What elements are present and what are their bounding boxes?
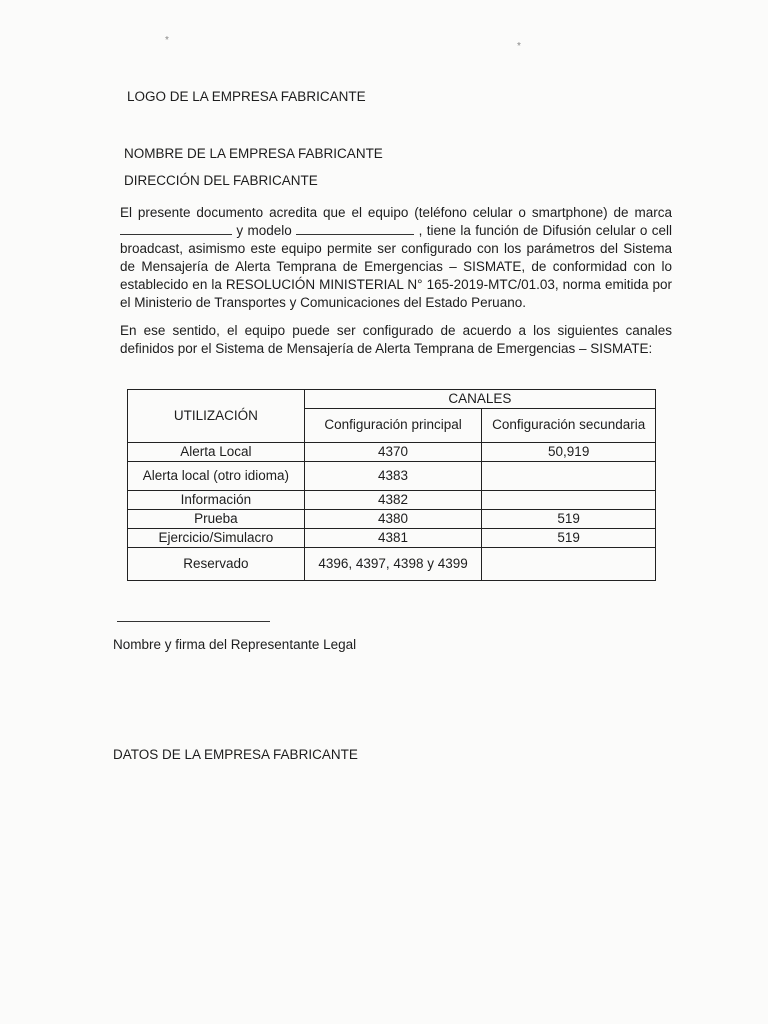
scan-speck: *: [165, 35, 169, 46]
cell-uso: Alerta Local: [128, 443, 305, 462]
signature-label: Nombre y firma del Representante Legal: [113, 637, 357, 652]
cell-uso: Alerta local (otro idioma): [128, 462, 305, 491]
table-row: [128, 529, 656, 548]
cell-secundaria: 50,919: [482, 443, 656, 462]
table-row: [128, 462, 656, 491]
signature-line: [117, 621, 270, 622]
paragraph-text: El presente documento acredita que el equipo (teléfono celular o smartphone) de marca: [120, 205, 672, 220]
manufacturer-address: DIRECCIÓN DEL FABRICANTE: [124, 173, 318, 188]
table-row: [128, 510, 656, 529]
company-name: NOMBRE DE LA EMPRESA FABRICANTE: [124, 146, 383, 161]
header-config-secundaria: Configuración secundaria: [482, 408, 656, 442]
table-row: [128, 443, 656, 462]
cell-secundaria: [482, 548, 656, 581]
cell-principal: 4381: [304, 529, 482, 548]
brand-blank: [120, 222, 232, 235]
channels-table: [127, 389, 656, 581]
company-data-heading: DATOS DE LA EMPRESA FABRICANTE: [113, 747, 358, 762]
cell-principal: 4380: [304, 510, 482, 529]
cell-principal: 4382: [304, 491, 482, 510]
cell-principal: 4383: [304, 462, 482, 491]
cell-uso: Información: [128, 491, 305, 510]
cell-secundaria: 519: [482, 529, 656, 548]
table-row: [128, 548, 656, 581]
paragraph-text: , tiene la función de Difusión celular o cell broadcast, asimismo este equipo permite ser configurado con los parámetros del Sistema de Mensajería de Alerta Temprana de Emergencias – SISMATE, de conformidad con lo establecido en la RESOLUCIÓN MINISTERIAL N° 165-2019-MTC/01.03, norma emitida por el Ministerio de Transportes y Comunicaciones del Estado Peruano.: [120, 223, 672, 310]
header-utilizacion: UTILIZACIÓN: [128, 390, 305, 443]
cell-uso: Reservado: [128, 548, 305, 581]
paragraph-certification: [120, 204, 672, 312]
cell-secundaria: [482, 491, 656, 510]
table-header-row: [128, 390, 656, 409]
paragraph-channels-intro: En ese sentido, el equipo puede ser configurado de acuerdo a los siguientes canales definidos por el Sistema de Mensajería de Alerta Temprana de Emergencias – SISMATE:: [120, 323, 672, 356]
scan-speck: *: [517, 41, 521, 52]
cell-principal: 4396, 4397, 4398 y 4399: [304, 548, 482, 581]
model-blank: [296, 222, 414, 235]
cell-secundaria: [482, 462, 656, 491]
cell-uso: Ejercicio/Simulacro: [128, 529, 305, 548]
cell-principal: 4370: [304, 443, 482, 462]
cell-uso: Prueba: [128, 510, 305, 529]
header-config-principal: Configuración principal: [304, 408, 482, 442]
paragraph-text: y modelo: [236, 223, 292, 238]
header-canales: CANALES: [304, 390, 655, 409]
table-row: [128, 491, 656, 510]
cell-secundaria: 519: [482, 510, 656, 529]
logo-placeholder: LOGO DE LA EMPRESA FABRICANTE: [127, 89, 366, 104]
